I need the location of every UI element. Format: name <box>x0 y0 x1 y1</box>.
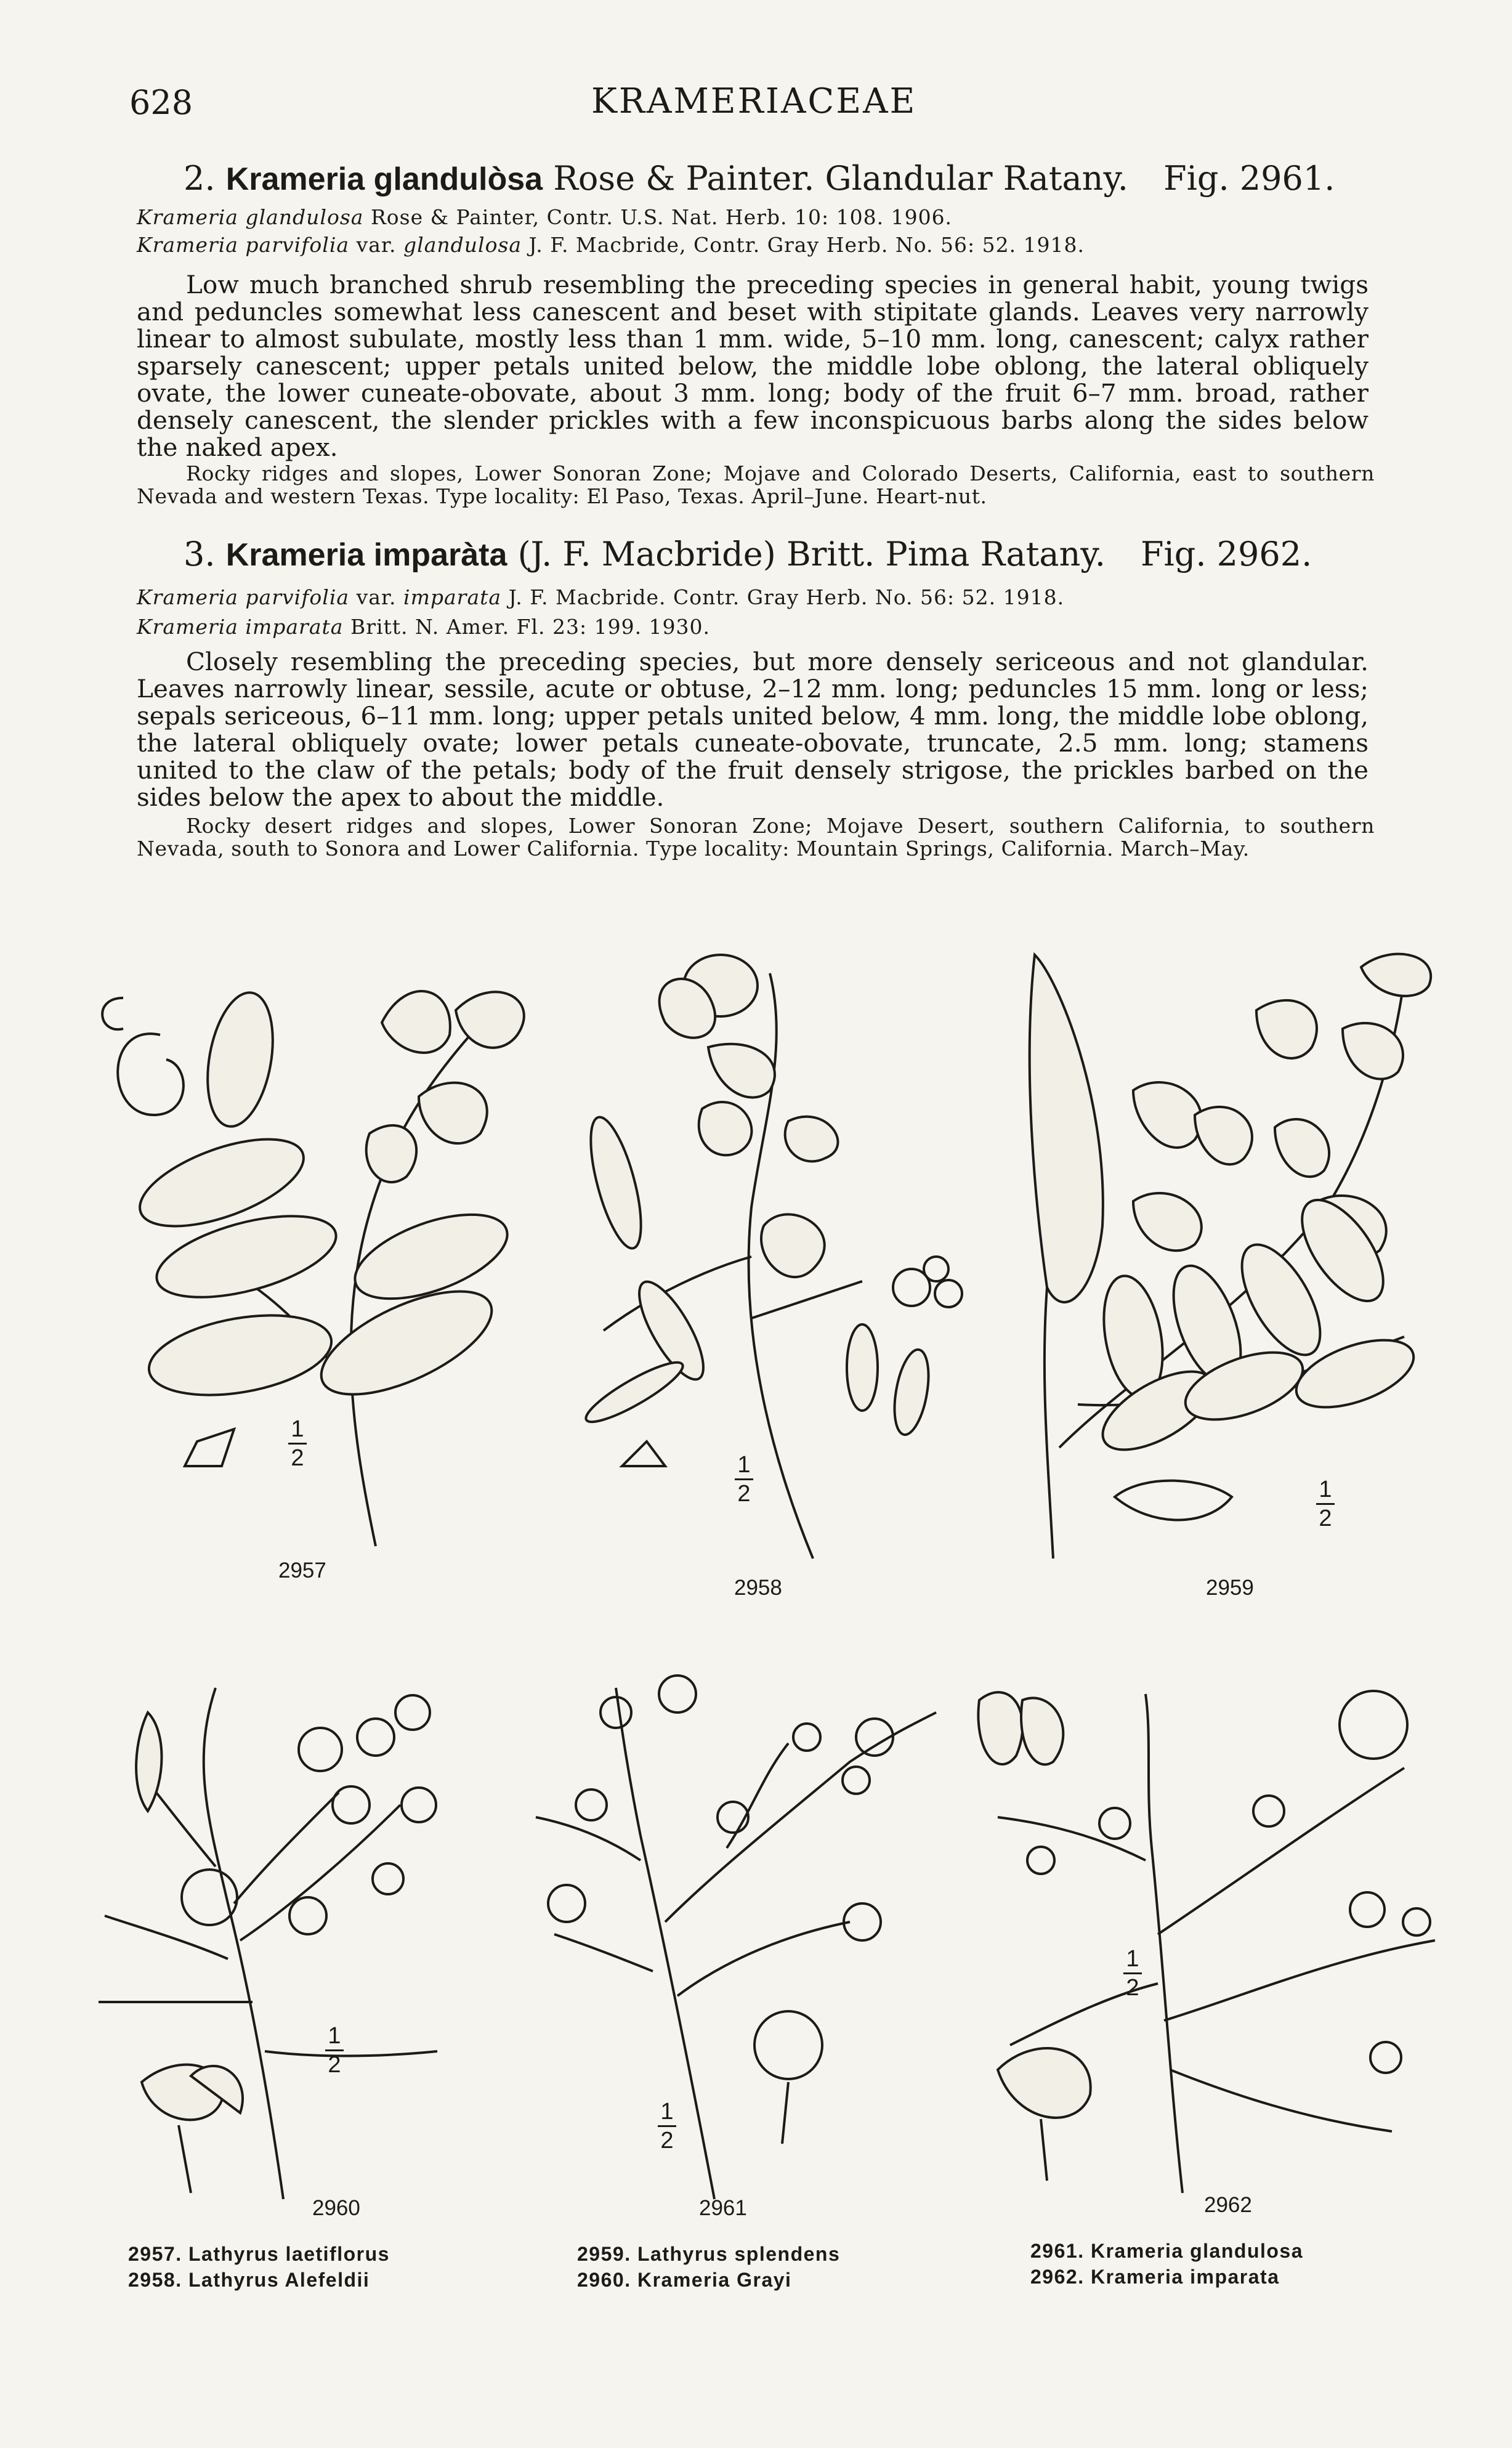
citation-text: Rose & Painter, Contr. U.S. Nat. Herb. 10: 108. 1906. <box>370 205 953 229</box>
scale-fraction: 1 2 <box>325 2024 344 2077</box>
legend-entry: 2958. Lathyrus Alefeldii <box>128 2269 370 2291</box>
figure-2960-illustration <box>92 1682 511 2205</box>
citation-text: var. <box>356 233 397 257</box>
species-figure-ref: Fig. 2961. <box>1163 159 1335 198</box>
citation-text: J. F. Macbride. Contr. Gray Herb. No. 56: 52. 1918. <box>508 585 1065 609</box>
figure-number: 2961 <box>699 2196 747 2220</box>
citation <box>137 585 1064 609</box>
legend-entry: 2961. Krameria glandulosa <box>1030 2240 1304 2262</box>
species-number: 2. <box>184 159 216 198</box>
scale-fraction: 1 2 <box>1316 1477 1335 1531</box>
citation-name: glandulosa <box>403 233 522 257</box>
figure-legend-col2 <box>577 2241 840 2293</box>
citation <box>137 615 710 639</box>
species-habitat: Rocky ridges and slopes, Lower Sonoran Zone; Mojave and Colorado Deserts, California, east to southern Nevada and western Texas. Type locality: El Paso, Texas. April–June. Heart-nut. <box>137 461 1375 508</box>
citation-name: imparata <box>403 585 502 609</box>
species-heading <box>184 159 1335 198</box>
citation-text: Britt. N. Amer. Fl. 23: 199. 1930. <box>350 615 711 639</box>
figure-2957-illustration <box>86 961 579 1552</box>
page-number: 628 <box>129 83 193 122</box>
figure-2959-illustration <box>1010 942 1453 1565</box>
figure-2961-illustration <box>530 1676 948 2205</box>
figure-legend-col1 <box>128 2241 390 2293</box>
species-authority: (J. F. Macbride) Britt. Pima Ratany. <box>517 535 1106 573</box>
species-description: Closely resembling the preceding species, but more densely sericeous and not glandular. Leaves narrowly linear, sessile, acute or obtuse, 2–12 mm. long; peduncles 15 mm. long or less; sepals sericeous, 6–11 mm. long; upper petals united below, 4 mm. long, the middle lobe oblong, the lateral obliquely ovate; lower petals cuneate-obovate, truncate, 2.5 mm. long; stamens united to the claw of the petals; body of the fruit densely strigose, the prickles barbed on the sides below the apex to about the middle. <box>137 647 1368 812</box>
scale-fraction: 1 2 <box>1123 1947 1142 2000</box>
citation-name: Krameria glandulosa <box>137 205 364 229</box>
citation-name: Krameria imparata <box>137 615 344 639</box>
figure-number: 2957 <box>278 1558 326 1583</box>
citation <box>137 205 952 229</box>
figure-2962-illustration <box>961 1676 1441 2199</box>
figure-2958-illustration <box>567 949 1010 1565</box>
figure-number: 2960 <box>312 2196 360 2220</box>
species-name: Krameria imparàta <box>225 537 507 573</box>
figure-legend-col3 <box>1030 2238 1303 2290</box>
family-heading: KRAMERIACEAE <box>591 81 917 121</box>
species-number: 3. <box>184 535 216 573</box>
scale-fraction: 1 2 <box>658 2099 676 2153</box>
species-description: Low much branched shrub resembling the preceding species in general habit, young twigs and peduncles somewhat less canescent and beset with stipitate glands. Leaves very narrowly linear to almost subulate, mostly less than 1 mm. wide, 5–10 mm. long, canescent; calyx rather sparsely canescent; upper petals united below, the middle lobe oblong, the lateral obliquely ovate, the lower cuneate-obovate, about 3 mm. long; body of the fruit 6–7 mm. broad, rather densely canescent, the slender prickles with a few inconspicuous barbs along the sides below the naked apex. <box>137 270 1368 462</box>
figure-number: 2962 <box>1204 2193 1252 2217</box>
figure-number: 2959 <box>1206 1576 1254 1600</box>
legend-entry: 2959. Lathyrus splendens <box>577 2243 841 2265</box>
citation-text: var. <box>356 585 397 609</box>
scale-fraction: 1 2 <box>288 1417 307 1470</box>
species-figure-ref: Fig. 2962. <box>1141 535 1312 573</box>
scale-fraction: 1 2 <box>735 1453 753 1506</box>
species-authority: Rose & Painter. Glandular Ratany. <box>553 159 1128 198</box>
legend-entry: 2957. Lathyrus laetiflorus <box>128 2243 390 2265</box>
species-name: Krameria glandulòsa <box>225 161 543 197</box>
figure-number: 2958 <box>734 1576 782 1600</box>
legend-entry: 2960. Krameria Grayi <box>577 2269 792 2291</box>
legend-entry: 2962. Krameria imparata <box>1030 2266 1280 2288</box>
citation <box>137 233 1085 257</box>
citation-name: Krameria parvifolia <box>137 585 350 609</box>
species-heading <box>184 535 1312 573</box>
citation-text: J. F. Macbride, Contr. Gray Herb. No. 56: 52. 1918. <box>528 233 1085 257</box>
citation-name: Krameria parvifolia <box>137 233 350 257</box>
species-habitat: Rocky desert ridges and slopes, Lower Sonoran Zone; Mojave Desert, southern California, to southern Nevada, south to Sonora and Lower California. Type locality: Mountain Springs, California. March–May. <box>137 814 1375 861</box>
